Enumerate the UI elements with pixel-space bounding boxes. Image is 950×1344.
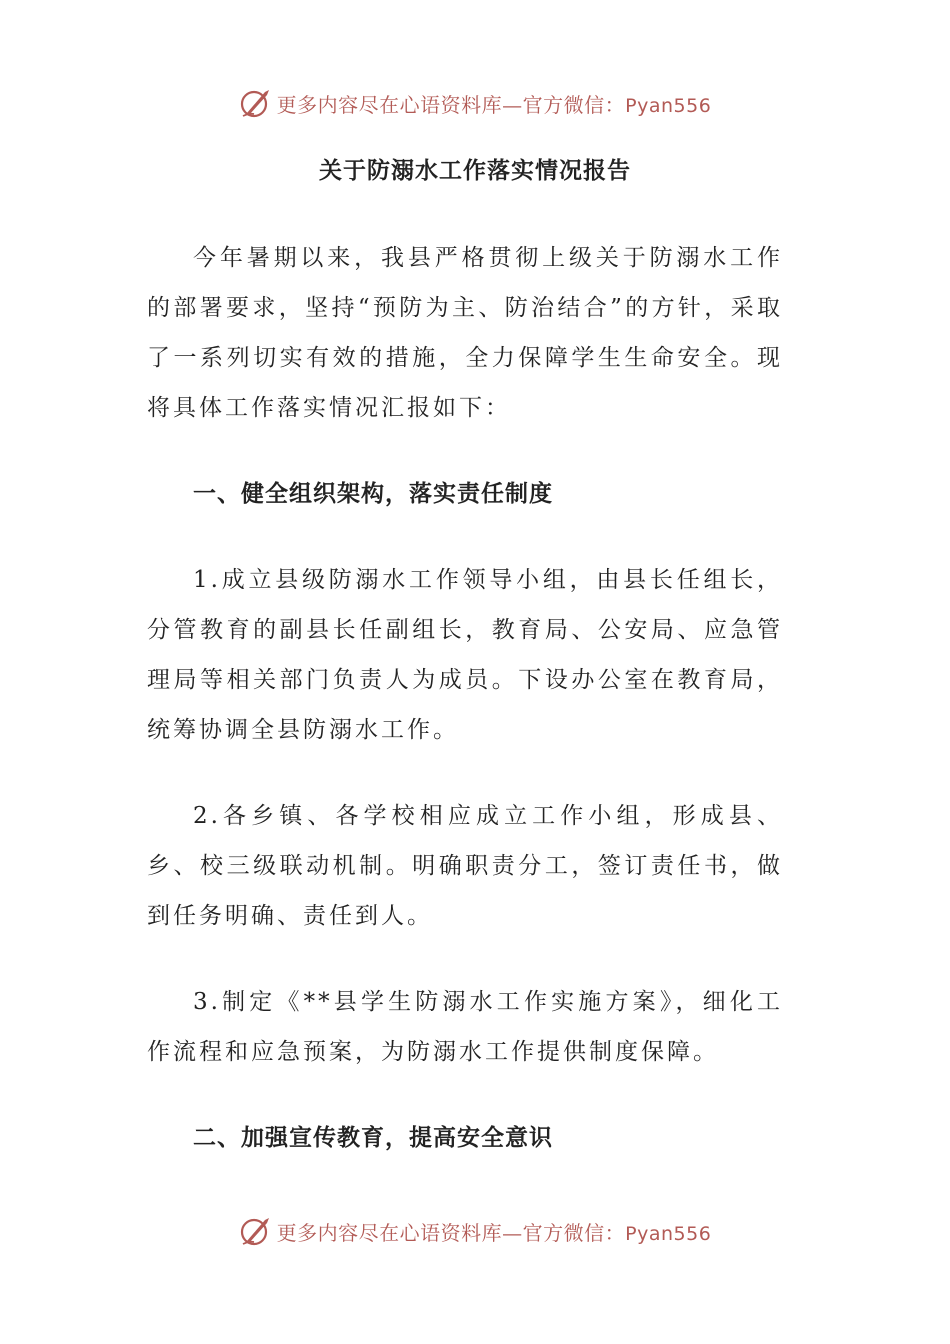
document-body <box>147 233 783 1163</box>
header-watermark <box>0 83 950 123</box>
section-heading-1: 一、健全组织架构，落实责任制度 <box>193 480 553 507</box>
watermark-text: 更多内容尽在心语资料库—官方微信：Pyan556 <box>276 92 712 117</box>
wechat-id: Pyan556 <box>625 1222 712 1245</box>
section-heading-2: 二、加强宣传教育，提高安全意识 <box>193 1124 553 1151</box>
section-1-paragraph-2: 2.各乡镇、各学校相应成立工作小组，形成县、乡、校三级联动机制。明确职责分工，签订责任书，做到任务明确、责任到人。 <box>147 803 783 929</box>
document-title: 关于防溺水工作落实情况报告 <box>319 157 631 184</box>
quill-pen-logo-icon <box>239 1214 273 1248</box>
section-1-paragraph-1: 1.成立县级防溺水工作领导小组，由县长任组长，分管教育的副县长任副组长，教育局、公安局、应急管理局等相关部门负责人为成员。下设办公室在教育局，统筹协调全县防溺水工作。 <box>147 567 783 743</box>
section-1-paragraph-3: 3.制定《**县学生防溺水工作实施方案》，细化工作流程和应急预案，为防溺水工作提供制度保障。 <box>147 989 783 1065</box>
watermark-text: 更多内容尽在心语资料库—官方微信：Pyan556 <box>276 1220 712 1245</box>
wechat-id: Pyan556 <box>625 94 712 117</box>
footer-watermark <box>0 1211 950 1251</box>
quill-pen-logo-icon <box>239 86 273 120</box>
intro-paragraph: 今年暑期以来，我县严格贯彻上级关于防溺水工作的部署要求，坚持“预防为主、防治结合”的方针，采取了一系列切实有效的措施，全力保障学生生命安全。现将具体工作落实情况汇报如下： <box>147 245 783 421</box>
